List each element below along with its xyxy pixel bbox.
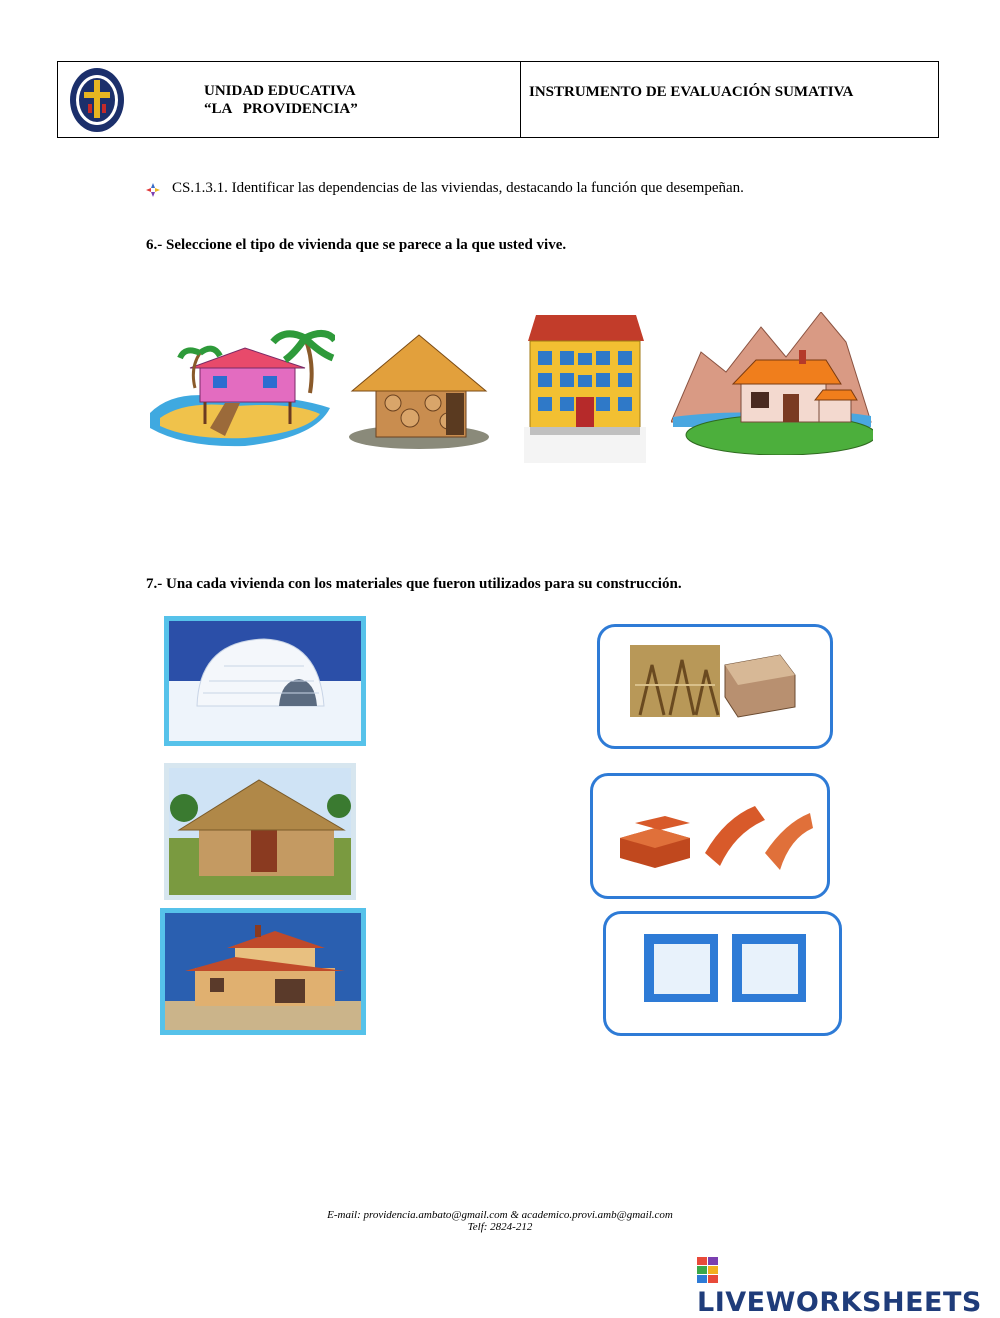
school-logo: [68, 66, 126, 134]
tile-roof-house-photo[interactable]: [160, 908, 366, 1035]
school-name-line1: UNIDAD EDUCATIVA: [204, 83, 356, 99]
liveworksheets-logo-icon: [697, 1257, 719, 1283]
school-name-line2: “LA PROVIDENCIA”: [204, 101, 358, 117]
tile-roof-house-image: [165, 913, 361, 1030]
instrument-title: INSTRUMENTO DE EVALUACIÓN SUMATIVA: [529, 84, 854, 100]
school-name: [204, 82, 358, 118]
liveworksheets-brand[interactable]: [697, 1256, 1000, 1318]
country-house-option[interactable]: [671, 312, 873, 455]
bricks-and-tiles-box[interactable]: [590, 773, 830, 899]
question-7: 7.- Una cada vivienda con los materiales que fueron utilizados para su construcción.: [146, 576, 682, 592]
apartment-building-option[interactable]: [524, 313, 646, 463]
brand-name: LIVEWORKSHEETS: [697, 1287, 982, 1318]
igloo-image: [169, 621, 361, 741]
question-6: 6.- Seleccione el tipo de vivienda que se parece a la que usted vive.: [146, 237, 567, 253]
round-hut-option[interactable]: [348, 333, 490, 451]
igloo-photo[interactable]: [164, 616, 366, 746]
straw-and-adobe-box[interactable]: [597, 624, 833, 749]
straw-adobe-image: [630, 645, 810, 721]
footer-email: E-mail: providencia.ambato@gmail.com & academico.provi.amb@gmail.com: [327, 1209, 673, 1221]
bullet-icon: [146, 183, 160, 197]
header-table: [57, 61, 939, 138]
footer-phone: Telf: 2824-212: [467, 1221, 533, 1233]
thatched-hut-photo[interactable]: [164, 763, 356, 900]
ice-blocks-image: [644, 934, 806, 1004]
thatched-hut-image: [169, 768, 351, 895]
stilt-house-option[interactable]: [145, 328, 335, 450]
criterion-text: CS.1.3.1. Identificar las dependencias de las viviendas, destacando la función que desempeñan.: [172, 180, 744, 196]
bricks-tiles-image: [615, 798, 815, 878]
ice-blocks-box[interactable]: [603, 911, 842, 1036]
